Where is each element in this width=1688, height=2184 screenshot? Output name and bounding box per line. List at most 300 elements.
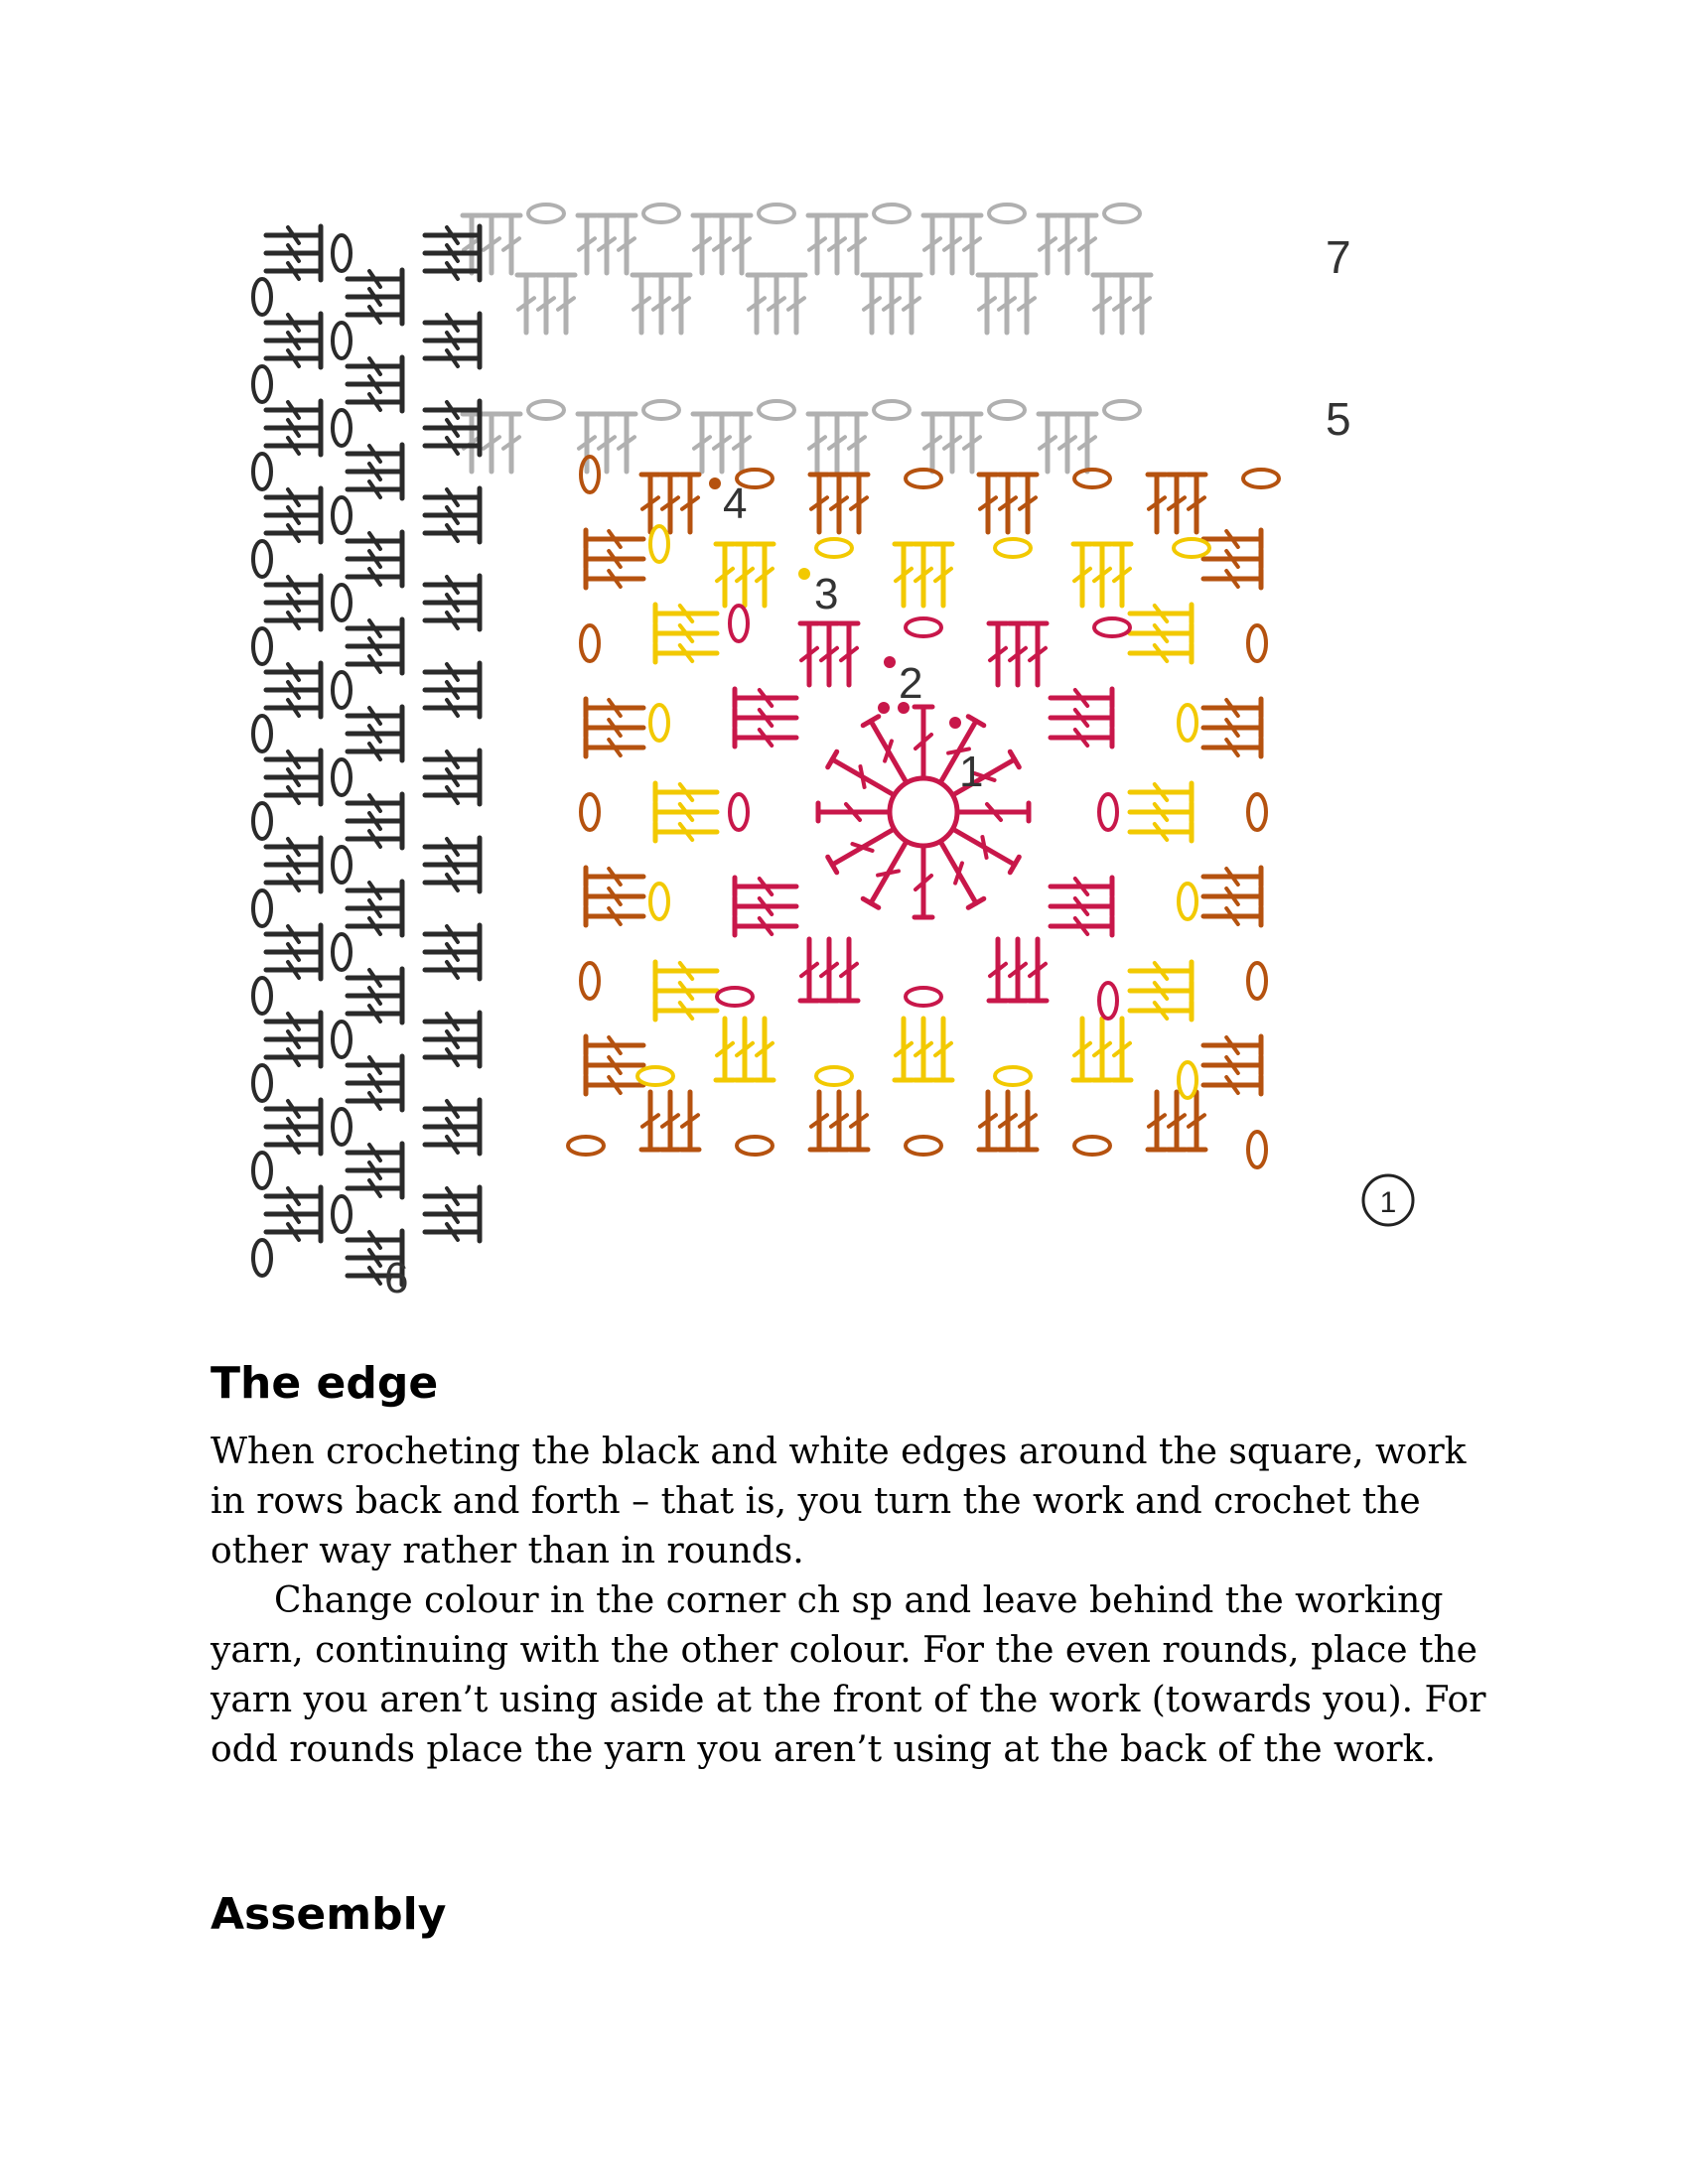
round-4-stitch	[1019, 475, 1037, 532]
round-4-stitch	[1188, 475, 1205, 532]
round-6-stitch	[348, 812, 402, 830]
round-3-stitch	[1130, 962, 1192, 980]
round-6-chain	[333, 497, 351, 533]
round-2-stitch	[735, 709, 796, 727]
round-6-stitch	[425, 1187, 480, 1205]
round-4-stitch	[1203, 1056, 1261, 1074]
round-5-stitch	[1078, 414, 1096, 472]
round-6-stitch	[425, 506, 480, 524]
round-3-stitch	[716, 1019, 734, 1080]
round-7-chain	[874, 205, 910, 222]
round-6-stitch	[425, 663, 480, 681]
round-6-stitch	[348, 357, 402, 375]
round-5-stitch	[693, 414, 711, 472]
round-4-stitch	[1203, 719, 1261, 737]
round-5-stitch	[483, 414, 500, 472]
round-6-stitch	[266, 488, 321, 506]
round-4-stitch	[1203, 1036, 1261, 1054]
round-7-chain	[989, 205, 1025, 222]
round-3-chain	[650, 884, 668, 919]
round-7-stitch	[923, 215, 941, 273]
round-6-chain	[333, 323, 351, 358]
round-2-stitch	[735, 917, 796, 935]
round-5-chain	[1104, 401, 1140, 419]
round-3-chain	[995, 1067, 1031, 1085]
round-6-stitch	[266, 663, 321, 681]
round-7-stitch	[672, 275, 690, 333]
round-2-stitch	[1029, 623, 1047, 685]
round-4-chain	[568, 1137, 604, 1155]
round-4-stitch	[810, 1092, 828, 1150]
round-2-chain	[730, 794, 748, 830]
round-6-stitch	[266, 437, 321, 455]
round-4-chain	[581, 625, 599, 661]
round-2-chain	[730, 606, 748, 641]
round-6-chain	[253, 454, 271, 489]
round-5-stitch	[943, 414, 961, 472]
round-3-stitch	[655, 803, 717, 821]
round-6-chain	[253, 803, 271, 839]
round-6-stitch	[266, 1205, 321, 1223]
crochet-chart-svg	[248, 184, 1440, 1310]
round-6-chain	[253, 716, 271, 751]
round-6-stitch	[425, 1205, 480, 1223]
round-5-chain	[643, 401, 679, 419]
round-4-stitch	[661, 1092, 679, 1150]
round-7-stitch	[787, 275, 805, 333]
round-6-stitch	[425, 925, 480, 943]
round-7-stitch	[748, 275, 766, 333]
round-6-stitch	[348, 288, 402, 306]
round-3-stitch	[1130, 624, 1192, 642]
round-4-chain	[581, 457, 599, 492]
round-6-stitch	[266, 838, 321, 856]
round-3-stitch	[1130, 823, 1192, 841]
round-6-stitch	[266, 1100, 321, 1118]
round-4-stitch	[1203, 1076, 1261, 1094]
round-3-stitch	[934, 1019, 952, 1080]
round-6-stitch	[348, 1231, 402, 1249]
round-7-chain	[643, 205, 679, 222]
round-6-stitch	[425, 1136, 480, 1154]
round-7-stitch	[537, 275, 555, 333]
round-4-stitch	[1168, 475, 1186, 532]
round-6-stitch	[266, 1030, 321, 1048]
round-2-stitch	[1029, 939, 1047, 1001]
round-6-stitch	[348, 393, 402, 411]
round-4-stitch	[641, 475, 659, 532]
round-1-stitch	[914, 707, 932, 776]
round-6-stitch	[266, 594, 321, 612]
round-4-stitch	[1148, 1092, 1166, 1150]
round-label-4: 4	[723, 479, 748, 528]
round-7-stitch	[578, 215, 596, 273]
round-7-stitch	[903, 275, 920, 333]
round-7-stitch	[1113, 275, 1131, 333]
round-3-stitch	[1130, 1002, 1192, 1020]
round-3-stitch	[756, 1019, 774, 1080]
crochet-chart	[248, 184, 1440, 1310]
round-4-chain	[1248, 625, 1266, 661]
round-6-stitch	[266, 751, 321, 768]
round-6-stitch	[348, 568, 402, 586]
round-2-chain	[1099, 983, 1117, 1019]
round-6-stitch	[266, 768, 321, 786]
round-6-stitch	[425, 838, 480, 856]
round-1-stitch	[828, 822, 898, 873]
round-3-chain	[1179, 1062, 1196, 1098]
round-7-stitch	[713, 215, 731, 273]
round-6-chain	[333, 235, 351, 271]
round-6-stitch	[348, 445, 402, 463]
round-4-chain	[1243, 470, 1279, 487]
round-label-1: 1	[959, 748, 984, 796]
round-6-stitch	[348, 655, 402, 673]
round-6-chain	[253, 1153, 271, 1188]
round-7-stitch	[808, 215, 826, 273]
edge-paragraph-2: Change colour in the corner ch sp and leave behind the working yarn, continuing with the other colour. For the even rounds, place the yarn you aren’t using aside at the front of the work (towards you). For odd rounds place the yarn you aren’t using at the back of the work.	[211, 1580, 1486, 1770]
round-6-stitch	[266, 943, 321, 961]
round-6-stitch	[266, 786, 321, 804]
round-3-stitch	[1130, 803, 1192, 821]
round-6-stitch	[266, 874, 321, 891]
round-label-7: 7	[1326, 231, 1351, 283]
round-4-stitch	[830, 475, 848, 532]
round-4-stitch	[1168, 1092, 1186, 1150]
round-7-stitch	[998, 275, 1016, 333]
round-6-stitch	[266, 314, 321, 332]
round-3-stitch	[895, 544, 913, 606]
round-6-stitch	[425, 751, 480, 768]
round-6-stitch	[348, 1144, 402, 1161]
round-6-stitch	[348, 1056, 402, 1074]
round-4-stitch	[641, 1092, 659, 1150]
round-6-stitch	[266, 961, 321, 979]
round-3-stitch	[736, 1019, 754, 1080]
round-6-chain	[333, 934, 351, 970]
round-7-stitch	[483, 215, 500, 273]
round-6-stitch	[348, 532, 402, 550]
round-5-stitch	[502, 414, 520, 472]
round-1-stitches	[818, 707, 1029, 917]
round-6-chain	[333, 585, 351, 620]
round-4-stitch	[979, 475, 997, 532]
round-2-stitch	[1051, 878, 1112, 895]
round-7-stitch	[978, 275, 996, 333]
round-label-5: 5	[1326, 393, 1351, 445]
round-6-stitch	[266, 419, 321, 437]
round-4-stitch	[1148, 475, 1166, 532]
round-7-stitch	[517, 275, 535, 333]
round-5-chain	[528, 401, 564, 419]
round-2-stitch	[1051, 917, 1112, 935]
round-4-chain	[1248, 963, 1266, 999]
round-2-stitch	[1051, 689, 1112, 707]
round-7-stitch	[652, 275, 670, 333]
round-6-stitch	[348, 987, 402, 1005]
round-3-stitch	[914, 1019, 932, 1080]
round-2-stitch	[989, 623, 1007, 685]
round-3-chain	[816, 539, 852, 557]
round-5-stitch	[618, 414, 635, 472]
round-4-chain	[906, 470, 941, 487]
round-5-stitch	[828, 414, 846, 472]
round-5-stitch	[578, 414, 596, 472]
round-3-stitch	[1130, 982, 1192, 1000]
round-4-stitch	[1203, 868, 1261, 886]
round-4-stitch	[681, 475, 699, 532]
round-7-stitch	[943, 215, 961, 273]
round-4-stitch	[586, 699, 643, 717]
round-5-chain	[989, 401, 1025, 419]
round-4-chain	[1248, 794, 1266, 830]
round-6-chain	[253, 366, 271, 402]
round-4-chain	[1074, 470, 1110, 487]
round-2-stitch	[840, 939, 858, 1001]
round-6-stitch	[348, 830, 402, 848]
round-3-stitch	[716, 544, 734, 606]
round-2-chain	[906, 988, 941, 1006]
round-4-stitch	[1203, 550, 1261, 568]
round-6-chain	[253, 541, 271, 577]
round-4-chain	[906, 1137, 941, 1155]
round-3-stitch	[934, 544, 952, 606]
round-6-stitch	[348, 637, 402, 655]
round-3-stitch	[756, 544, 774, 606]
round-7-stitch	[598, 215, 616, 273]
round-6-stitch	[425, 1118, 480, 1136]
round-7-stitch	[557, 275, 575, 333]
round-4-stitch	[586, 868, 643, 886]
round-2-stitch	[1009, 939, 1027, 1001]
round-7-stitch	[693, 215, 711, 273]
round-2-stitch	[820, 623, 838, 685]
round-2-stitch	[1051, 897, 1112, 915]
round-2-chain	[1094, 618, 1130, 636]
round-3-stitch	[655, 605, 717, 622]
round-3-chain	[637, 1067, 673, 1085]
round-label-6: 6	[384, 1254, 409, 1302]
round-6-chain	[333, 672, 351, 708]
round-6-stitch	[425, 349, 480, 367]
start-dot	[709, 478, 721, 489]
round-2-stitches	[717, 606, 1130, 1019]
round-6-stitch	[348, 743, 402, 760]
round-5-stitches	[463, 401, 1140, 472]
round-6-stitch	[348, 882, 402, 899]
round-2-stitch	[735, 729, 796, 747]
round-4-stitch	[830, 1092, 848, 1150]
round-1-stitch	[863, 717, 914, 786]
round-6-stitch	[425, 612, 480, 629]
round-6-stitch	[425, 594, 480, 612]
round-3-chain	[650, 705, 668, 741]
round-6-stitch	[266, 1048, 321, 1066]
round-6-stitch	[348, 725, 402, 743]
round-6-stitch	[425, 1013, 480, 1030]
round-5-stitch	[963, 414, 981, 472]
round-7-stitch	[883, 275, 901, 333]
round-6-stitch	[425, 961, 480, 979]
round-6-stitch	[266, 856, 321, 874]
round-6-chain	[333, 1109, 351, 1145]
round-2-stitch	[989, 939, 1007, 1001]
round-3-chain	[1179, 884, 1196, 919]
round-4-stitch	[979, 1092, 997, 1150]
round-6-stitch	[425, 1223, 480, 1241]
round-3-stitch	[1093, 544, 1111, 606]
round-5-chain	[874, 401, 910, 419]
round-6-stitch	[348, 969, 402, 987]
round-6-stitch	[425, 332, 480, 349]
round-6-chain	[253, 1065, 271, 1101]
round-4-chain	[581, 963, 599, 999]
round-label-3: 3	[814, 570, 839, 618]
round-3-stitch	[914, 544, 932, 606]
round-4-stitch	[586, 907, 643, 925]
round-4-stitch	[1203, 739, 1261, 756]
round-3-stitch	[655, 644, 717, 662]
round-2-stitch	[735, 689, 796, 707]
round-6-stitch	[266, 681, 321, 699]
round-6-stitch	[348, 1074, 402, 1092]
round-7-stitch	[1018, 275, 1036, 333]
round-4-stitch	[586, 719, 643, 737]
round-3-stitch	[1113, 1019, 1131, 1080]
round-6-stitch	[266, 1187, 321, 1205]
round-3-chain	[995, 539, 1031, 557]
round-7-stitch	[768, 275, 785, 333]
round-3-stitch	[655, 982, 717, 1000]
round-7-stitch	[1039, 215, 1056, 273]
round-6-stitch	[266, 1118, 321, 1136]
round-6-stitch	[348, 480, 402, 498]
round-6-stitch	[425, 1048, 480, 1066]
round-6-stitch	[348, 707, 402, 725]
round-3-stitch	[1093, 1019, 1111, 1080]
round-6-chain	[253, 279, 271, 315]
round-4-chain	[1248, 1132, 1266, 1167]
round-6-stitch	[348, 1092, 402, 1110]
round-7-chain	[759, 205, 794, 222]
round-4-stitch	[661, 475, 679, 532]
round-6-stitch	[348, 1161, 402, 1179]
round-6-stitch	[348, 794, 402, 812]
round-7-stitch	[848, 215, 866, 273]
magic-ring	[890, 778, 957, 846]
section-heading-edge: The edge	[211, 1358, 439, 1409]
round-3-stitch	[1073, 544, 1091, 606]
round-4-stitch	[850, 475, 868, 532]
round-4-stitch	[850, 1092, 868, 1150]
round-6-stitch	[348, 917, 402, 935]
round-7-stitch	[863, 275, 881, 333]
round-4-stitch	[1203, 699, 1261, 717]
round-3-stitch	[1073, 1019, 1091, 1080]
round-6-stitch	[266, 401, 321, 419]
round-4-stitch	[1203, 570, 1261, 588]
round-7-stitch	[963, 215, 981, 273]
round-6-stitch	[425, 314, 480, 332]
round-1-stitch	[933, 839, 984, 908]
round-7-chain	[1104, 205, 1140, 222]
round-3-stitch	[655, 1002, 717, 1020]
round-3-stitch	[655, 823, 717, 841]
round-2-stitch	[735, 878, 796, 895]
round-6-chain	[253, 890, 271, 926]
round-1-stitch	[818, 803, 888, 821]
section-heading-assembly: Assembly	[211, 1889, 447, 1940]
round-6-stitch	[425, 488, 480, 506]
round-2-stitch	[840, 623, 858, 685]
round-7-stitch	[1133, 275, 1151, 333]
round-4-stitch	[1203, 887, 1261, 905]
round-7-stitch	[733, 215, 751, 273]
round-5-stitch	[923, 414, 941, 472]
round-3-stitch	[1130, 644, 1192, 662]
round-6-stitch	[266, 576, 321, 594]
round-5-chain	[759, 401, 794, 419]
round-4-stitch	[586, 1056, 643, 1074]
round-2-chain	[906, 618, 941, 636]
round-6-chain	[333, 759, 351, 795]
round-3-chain	[1179, 705, 1196, 741]
round-3-stitch	[1130, 783, 1192, 801]
round-4-stitch	[999, 1092, 1017, 1150]
round-6-stitch	[266, 1013, 321, 1030]
round-2-stitch	[1051, 729, 1112, 747]
round-6-stitch	[348, 375, 402, 393]
round-6-stitch	[425, 699, 480, 717]
round-6-stitch	[425, 576, 480, 594]
round-3-stitch	[736, 544, 754, 606]
round-4-stitch	[586, 550, 643, 568]
round-2-stitch	[1009, 623, 1027, 685]
round-4-stitch	[1019, 1092, 1037, 1150]
round-7-stitch	[1058, 215, 1076, 273]
edge-paragraph-1: When crocheting the black and white edges around the square, work in rows back and forth – that is, you turn the work and crochet the other way rather than in rounds.	[211, 1432, 1467, 1571]
round-6-stitch	[348, 1005, 402, 1023]
round-6-stitch	[348, 619, 402, 637]
round-2-stitch	[820, 939, 838, 1001]
round-6-stitch	[425, 874, 480, 891]
round-6-stitch	[348, 899, 402, 917]
start-dot	[798, 568, 810, 580]
round-6-stitch	[425, 1100, 480, 1118]
round-1-stitch	[959, 803, 1029, 821]
round-6-stitch	[425, 943, 480, 961]
round-4-stitch	[586, 1076, 643, 1094]
round-6-chain	[333, 1022, 351, 1057]
round-6-chain	[333, 1196, 351, 1232]
round-6-stitch	[266, 1136, 321, 1154]
round-label-2: 2	[899, 659, 923, 708]
round-6-stitch	[266, 506, 321, 524]
round-5-stitch	[1039, 414, 1056, 472]
round-5-stitch	[808, 414, 826, 472]
round-6-stitch	[266, 612, 321, 629]
round-5-stitch	[713, 414, 731, 472]
round-4-chain	[1074, 1137, 1110, 1155]
round-6-stitch	[348, 1179, 402, 1197]
start-dot	[949, 717, 961, 729]
round-3-stitch	[1113, 544, 1131, 606]
round-6-stitch	[266, 226, 321, 244]
round-5-stitch	[1058, 414, 1076, 472]
round-4-stitch	[1203, 907, 1261, 925]
round-4-stitch	[586, 887, 643, 905]
round-7-stitches	[463, 205, 1151, 333]
